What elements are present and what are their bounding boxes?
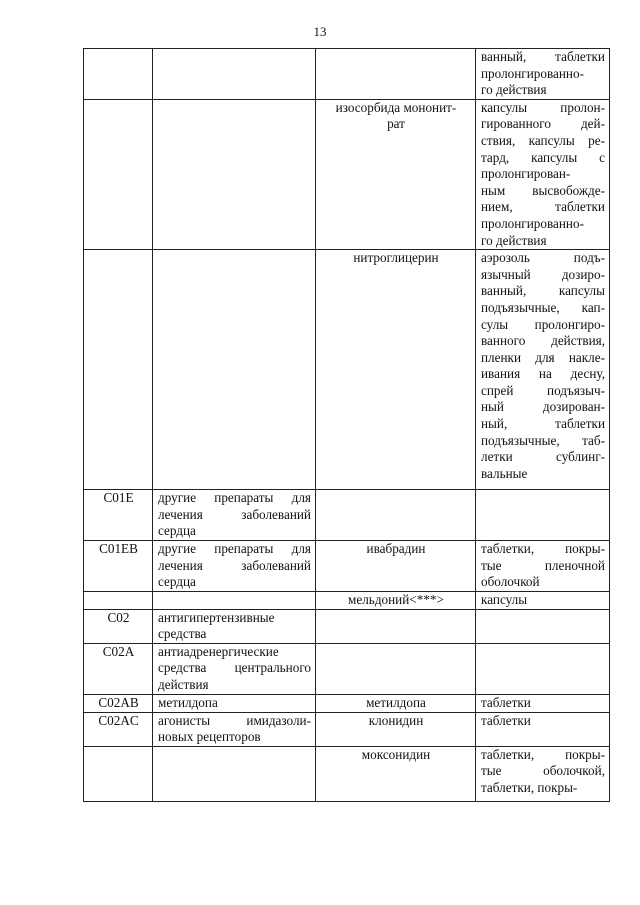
cell-line: аэрозоль подъ- (481, 250, 605, 266)
dosage-form-cell (476, 712, 610, 746)
cell-line: рат (387, 116, 405, 132)
dosage-form-cell (476, 591, 610, 609)
cell-line: мельдоний<***> (348, 591, 444, 607)
dosage-form-cell (476, 250, 610, 490)
cell-line: ванный, таблетки (481, 49, 605, 64)
atc-code-cell: C01EB (84, 540, 153, 591)
drug-name-cell (316, 712, 476, 746)
cell-line: пролонгированно- (481, 215, 584, 231)
drug-table (83, 48, 610, 802)
atc-code-cell: C02AC (84, 712, 153, 746)
cell-line: ный дозирован- (481, 399, 605, 415)
dosage-form-cell (476, 746, 610, 801)
cell-line: го действия (481, 82, 547, 98)
cell-line: тард, капсулы с (481, 149, 605, 165)
dosage-form-cell (476, 694, 610, 712)
table-row (84, 746, 610, 801)
cell-line: изосорбида мононит- (335, 99, 457, 115)
cell-line: антигипертензивные (158, 609, 275, 625)
drug-name-cell (316, 250, 476, 490)
cell-line: пленки для накле- (481, 349, 605, 365)
cell-line: пролонгированно- (481, 65, 584, 81)
pharmacological-group-cell (153, 609, 316, 643)
drug-name-cell (316, 49, 476, 100)
cell-line: средства (158, 626, 207, 642)
cell-line: ным высвобожде- (481, 182, 605, 198)
dosage-form-cell (476, 490, 610, 541)
cell-line: действия (158, 677, 209, 693)
atc-code-cell (84, 49, 153, 100)
drug-name-cell (316, 591, 476, 609)
pharmacological-group-cell (153, 643, 316, 694)
dosage-form-cell (476, 609, 610, 643)
cell-line: летки сублинг- (481, 449, 605, 465)
cell-line: ванного действия, (481, 333, 605, 349)
atc-code-cell (84, 250, 153, 490)
table-row (84, 643, 610, 694)
table-row (84, 591, 610, 609)
cell-line: вальные (481, 465, 528, 481)
dosage-form-cell (476, 99, 610, 249)
dosage-form-cell (476, 49, 610, 100)
cell-line: лечения заболеваний (158, 506, 311, 522)
atc-code-cell: C01E (84, 490, 153, 541)
atc-code-cell (84, 99, 153, 249)
table-body (84, 49, 610, 802)
cell-line: сердца (158, 523, 196, 539)
cell-line: метилдопа (158, 694, 218, 710)
cell-line: ивабрадин (366, 540, 426, 556)
page-number: 13 (313, 24, 327, 39)
cell-line: сердца (158, 574, 196, 590)
atc-code-cell (84, 591, 153, 609)
cell-line: другие препараты для (158, 490, 311, 506)
cell-line: капсулы (481, 591, 528, 607)
table-row (84, 609, 610, 643)
pharmacological-group-cell (153, 540, 316, 591)
cell-line: другие препараты для (158, 540, 311, 556)
cell-line: подъязычные, кап- (481, 299, 605, 315)
table-row (84, 99, 610, 249)
dosage-form-cell (476, 540, 610, 591)
drug-name-cell (316, 490, 476, 541)
pharmacological-group-cell (153, 591, 316, 609)
cell-line: таблетки, покры- (481, 746, 605, 762)
atc-code-cell: C02AB (84, 694, 153, 712)
cell-line: таблетки, покры- (481, 780, 578, 796)
drug-name-cell (316, 540, 476, 591)
drug-name-cell (316, 746, 476, 801)
table-row (84, 490, 610, 541)
dosage-form-cell (476, 643, 610, 694)
table-row (84, 250, 610, 490)
cell-line: гированного дей- (481, 116, 605, 132)
pharmacological-group-cell (153, 746, 316, 801)
cell-line: нием, таблетки (481, 199, 605, 215)
cell-line: ствия, капсулы ре- (481, 132, 605, 148)
cell-line: метилдопа (366, 694, 426, 710)
cell-line: ный, таблетки (481, 416, 605, 432)
cell-line: подъязычные, таб- (481, 432, 605, 448)
atc-code-cell (84, 746, 153, 801)
cell-line: оболочкой (481, 574, 540, 590)
atc-code-cell: C02 (84, 609, 153, 643)
table-row (84, 694, 610, 712)
cell-line: антиадренергические (158, 643, 279, 659)
pharmacological-group-cell (153, 250, 316, 490)
pharmacological-group-cell (153, 99, 316, 249)
cell-line: го действия (481, 232, 547, 248)
pharmacological-group-cell (153, 694, 316, 712)
cell-line: таблетки (481, 712, 531, 728)
cell-line: нитроглицерин (353, 250, 439, 266)
cell-line: средства центрального (158, 660, 311, 676)
atc-code-cell: C02A (84, 643, 153, 694)
cell-line: таблетки (481, 694, 531, 710)
cell-line: тые оболочкой, (481, 763, 605, 779)
cell-line: капсулы пролон- (481, 99, 605, 115)
drug-name-cell (316, 99, 476, 249)
drug-name-cell (316, 609, 476, 643)
pharmacological-group-cell (153, 49, 316, 100)
pharmacological-group-cell (153, 712, 316, 746)
cell-line: ивания на десну, (481, 366, 605, 382)
table-row (84, 49, 610, 100)
cell-line: таблетки, покры- (481, 540, 605, 556)
cell-line: спрей подъязыч- (481, 382, 605, 398)
table-row (84, 712, 610, 746)
cell-line: новых рецепторов (158, 729, 261, 745)
cell-line: пролонгирован- (481, 166, 571, 182)
cell-line: тые пленочной (481, 557, 605, 573)
cell-line: агонисты имидазоли- (158, 712, 311, 728)
drug-name-cell (316, 694, 476, 712)
cell-line: клонидин (368, 712, 424, 728)
pharmacological-group-cell (153, 490, 316, 541)
table-row (84, 540, 610, 591)
cell-line: лечения заболеваний (158, 557, 311, 573)
drug-name-cell (316, 643, 476, 694)
cell-line: сулы пролонгиро- (481, 316, 605, 332)
cell-line: язычный дозиро- (481, 266, 605, 282)
cell-line: ванный, капсулы (481, 283, 605, 299)
cell-line: моксонидин (361, 746, 431, 762)
